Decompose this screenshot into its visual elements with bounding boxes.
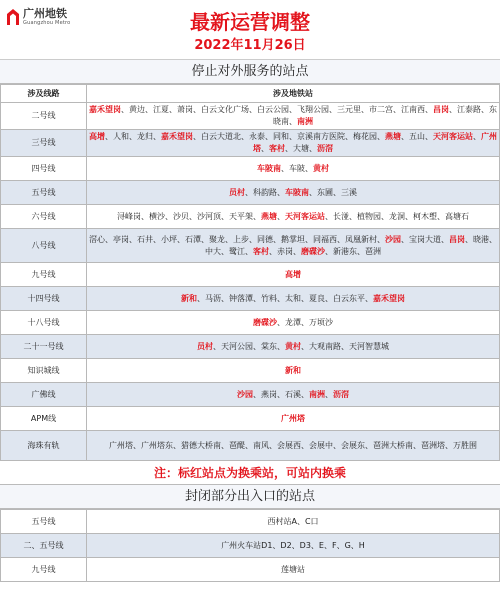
line-name: 三号线 bbox=[1, 130, 87, 157]
transfer-station: 嘉禾望岗 bbox=[161, 132, 193, 141]
station-text: 、东圃、三溪 bbox=[309, 187, 357, 197]
line-name: 五号线 bbox=[1, 510, 87, 534]
station-text: 、车陂、 bbox=[281, 163, 313, 173]
transfer-station: 客村 bbox=[269, 144, 285, 153]
transfer-station: 客村 bbox=[253, 246, 269, 256]
transfer-station: 南洲 bbox=[297, 117, 313, 126]
transfer-station: 沙园 bbox=[385, 234, 401, 244]
station-text: 、江泰路、东晓南、 bbox=[273, 105, 497, 126]
closed-exits-table bbox=[0, 509, 500, 582]
station-list bbox=[87, 181, 500, 205]
transfer-station: 黄村 bbox=[285, 341, 301, 351]
station-text: 、天河公园、棠东、 bbox=[213, 341, 285, 351]
transfer-station: 高增 bbox=[89, 132, 105, 141]
station-list bbox=[87, 407, 500, 431]
transfer-station: 嘉禾望岗 bbox=[89, 105, 121, 114]
station-text: 、五山、 bbox=[401, 132, 433, 141]
line-name: 九号线 bbox=[1, 263, 87, 287]
table-row bbox=[1, 407, 500, 431]
line-name: 四号线 bbox=[1, 157, 87, 181]
station-text: 、赤岗、 bbox=[269, 246, 301, 256]
transfer-station: 昌岗 bbox=[449, 234, 465, 244]
suspended-stations-table bbox=[0, 84, 500, 461]
line-name: 知识城线 bbox=[1, 359, 87, 383]
station-list bbox=[87, 205, 500, 229]
transfer-station: 沥滘 bbox=[317, 144, 333, 153]
table-row bbox=[1, 263, 500, 287]
logo-text-cn: 广州地铁 bbox=[23, 7, 67, 20]
table-row bbox=[1, 130, 500, 157]
station-text: 滘心、亭岗、石井、小坪、石潭、聚龙、上步、同德、鹅掌坦、同福西、凤凰新村、 bbox=[89, 234, 385, 244]
table-row bbox=[1, 157, 500, 181]
station-text: 、马沥、钟落潭、竹料、太和、夏良、白云东平、 bbox=[197, 293, 373, 303]
station-text: 、新港东、琶洲 bbox=[325, 246, 381, 256]
transfer-station: 嘉禾望岗 bbox=[373, 293, 405, 303]
transfer-station: 磨碟沙 bbox=[301, 246, 325, 256]
station-list bbox=[87, 431, 500, 461]
transfer-station: 车陂南 bbox=[285, 187, 309, 197]
station-list bbox=[87, 103, 500, 130]
table-row bbox=[1, 558, 500, 582]
table-row bbox=[1, 335, 500, 359]
transfer-station: 南洲 bbox=[309, 389, 325, 399]
station-list bbox=[87, 311, 500, 335]
station-list bbox=[87, 263, 500, 287]
closed-exit-detail: 广州火车站D1、D2、D3、E、F、G、H bbox=[87, 534, 500, 558]
transfer-station: 员村 bbox=[229, 187, 245, 197]
page-title: 最新运营调整 bbox=[190, 10, 310, 34]
line-name: 二十一号线 bbox=[1, 335, 87, 359]
transfer-station: 车陂南 bbox=[257, 163, 281, 173]
section-title-suspended: 停止对外服务的站点 bbox=[0, 60, 500, 84]
station-text: 、宝岗大道、 bbox=[401, 234, 449, 244]
line-name: 海珠有轨 bbox=[1, 431, 87, 461]
line-name: 九号线 bbox=[1, 558, 87, 582]
table-row bbox=[1, 383, 500, 407]
transfer-station: 沙园 bbox=[237, 389, 253, 399]
line-name: APM线 bbox=[1, 407, 87, 431]
station-text: 、 bbox=[325, 389, 333, 399]
closed-exit-detail: 莲塘站 bbox=[87, 558, 500, 582]
station-text: 、龙潭、万顷沙 bbox=[277, 317, 333, 327]
station-text: 、人和、龙归、 bbox=[105, 132, 161, 141]
station-list bbox=[87, 287, 500, 311]
line-name: 广佛线 bbox=[1, 383, 87, 407]
station-list bbox=[87, 130, 500, 157]
table-row bbox=[1, 431, 500, 461]
transfer-station: 燕塘 bbox=[385, 132, 401, 141]
station-text: 、长湴、植物园、龙洞、柯木塱、高塘石 bbox=[325, 211, 469, 221]
logo-text-en: Guangzhou Metro bbox=[23, 20, 71, 26]
column-header-stations: 涉及地铁站 bbox=[87, 85, 500, 103]
station-list bbox=[87, 335, 500, 359]
station-text: 、黄边、江夏、萧岗、白云文化广场、白云公园、飞翔公园、三元里、市二宫、江南西、 bbox=[121, 105, 433, 114]
table-row bbox=[1, 229, 500, 263]
station-text: 、 bbox=[277, 211, 285, 221]
line-name: 二号线 bbox=[1, 103, 87, 130]
line-name: 十八号线 bbox=[1, 311, 87, 335]
transfer-station: 天河客运站 bbox=[285, 211, 325, 221]
transfer-station: 广州塔 bbox=[281, 413, 305, 423]
table-row bbox=[1, 205, 500, 229]
transfer-station: 黄村 bbox=[313, 163, 329, 173]
transfer-station: 磨碟沙 bbox=[253, 317, 277, 327]
station-text: 、 bbox=[261, 144, 269, 153]
transfer-station: 天河客运站 bbox=[433, 132, 473, 141]
table-row bbox=[1, 510, 500, 534]
line-name: 六号线 bbox=[1, 205, 87, 229]
station-text: 广州塔、广州塔东、猎德大桥南、琶醍、南风、会展西、会展中、会展东、琶洲大桥南、琶洲塔、万胜围 bbox=[109, 440, 477, 450]
transfer-note: 注：标红站点为换乘站，可站内换乘 bbox=[0, 461, 500, 485]
table-row bbox=[1, 181, 500, 205]
table-row bbox=[1, 103, 500, 130]
station-text: 、晓港、中大、鹭江、 bbox=[205, 234, 497, 256]
table-row bbox=[1, 311, 500, 335]
transfer-station: 新和 bbox=[181, 293, 197, 303]
line-name: 十四号线 bbox=[1, 287, 87, 311]
station-list bbox=[87, 359, 500, 383]
column-header-line: 涉及线路 bbox=[1, 85, 87, 103]
table-row bbox=[1, 534, 500, 558]
line-name: 二、五号线 bbox=[1, 534, 87, 558]
line-name: 五号线 bbox=[1, 181, 87, 205]
closed-exit-detail: 西村站A、C口 bbox=[87, 510, 500, 534]
transfer-station: 沥滘 bbox=[333, 389, 349, 399]
line-name: 八号线 bbox=[1, 229, 87, 263]
table-row bbox=[1, 287, 500, 311]
station-text: 、科韵路、 bbox=[245, 187, 285, 197]
transfer-station: 员村 bbox=[197, 341, 213, 351]
header bbox=[0, 0, 500, 60]
station-text: 浔峰岗、横沙、沙贝、沙河顶、天平架、 bbox=[117, 211, 261, 221]
station-list bbox=[87, 383, 500, 407]
page-date: 2022年11月26日 bbox=[194, 38, 306, 53]
station-text: 、燕岗、石溪、 bbox=[253, 389, 309, 399]
station-text: 、大塘、 bbox=[285, 144, 317, 153]
transfer-station: 新和 bbox=[285, 365, 301, 375]
station-text: 、 bbox=[473, 132, 481, 141]
station-list bbox=[87, 157, 500, 181]
section-title-closed-exits: 封闭部分出入口的站点 bbox=[0, 485, 500, 509]
table-row bbox=[1, 359, 500, 383]
transfer-station: 燕塘 bbox=[261, 211, 277, 221]
station-list bbox=[87, 229, 500, 263]
transfer-station: 昌岗 bbox=[433, 105, 449, 114]
transfer-station: 高增 bbox=[285, 269, 301, 279]
station-text: 、大观南路、天河智慧城 bbox=[301, 341, 389, 351]
station-text: 、白云大道北、永泰、同和、京溪南方医院、梅花园、 bbox=[193, 132, 385, 141]
transfer-station: 广州塔 bbox=[253, 132, 497, 153]
